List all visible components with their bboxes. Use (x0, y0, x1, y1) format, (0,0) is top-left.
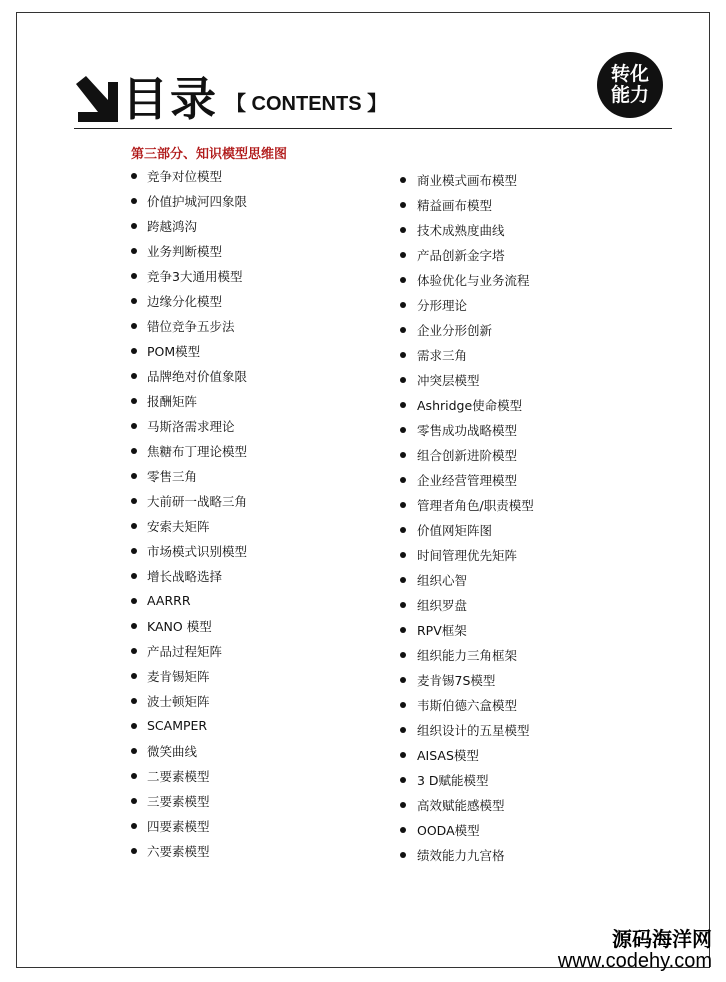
bullet-icon (400, 527, 406, 533)
list-item-label: 绩效能力九宫格 (417, 847, 505, 863)
list-item-label: 组织心智 (417, 572, 468, 588)
bullet-icon (400, 277, 406, 283)
list-item (400, 592, 534, 617)
list-item (400, 817, 534, 842)
list-item-label: 麦肯锡7S模型 (417, 672, 496, 688)
list-item (131, 538, 247, 563)
list-item (131, 788, 247, 813)
list-item (131, 463, 247, 488)
list-item-label: 精益画布模型 (417, 197, 493, 213)
bullet-icon (131, 523, 137, 529)
list-item-label: KANO 模型 (147, 618, 212, 634)
list-item-label: SCAMPER (147, 718, 208, 733)
list-item-label: 错位竞争五步法 (147, 318, 235, 334)
list-item-label: 管理者角色/职责模型 (417, 497, 534, 513)
bullet-icon (131, 573, 137, 579)
list-item (131, 338, 247, 363)
list-item-label: 马斯洛需求理论 (147, 418, 235, 434)
list-item (400, 442, 534, 467)
list-item (131, 663, 247, 688)
list-item (400, 692, 534, 717)
page-frame (16, 12, 710, 968)
bullet-icon (400, 827, 406, 833)
list-item (400, 367, 534, 392)
brand-logo (597, 52, 663, 118)
list-item-label: 零售成功战略模型 (417, 422, 518, 438)
list-item (131, 588, 247, 613)
list-item (131, 163, 247, 188)
list-item-label: 商业模式画布模型 (417, 172, 518, 188)
bullet-icon (400, 777, 406, 783)
bullet-icon (131, 673, 137, 679)
list-item-label: 企业经营管理模型 (417, 472, 518, 488)
list-item-label: 价值护城河四象限 (147, 193, 248, 209)
list-item-label: 产品创新金字塔 (417, 247, 505, 263)
watermark-name: 源码海洋网 (612, 927, 712, 951)
list-item-label: 四要素模型 (147, 818, 210, 834)
list-item-label: 需求三角 (417, 347, 468, 363)
bullet-icon (400, 752, 406, 758)
bullet-icon (131, 473, 137, 479)
bullet-icon (131, 323, 137, 329)
bullet-icon (131, 498, 137, 504)
bullet-icon (400, 327, 406, 333)
list-item-label: 六要素模型 (147, 843, 210, 859)
list-item (131, 763, 247, 788)
list-item (400, 542, 534, 567)
list-item (131, 438, 247, 463)
bullet-icon (400, 652, 406, 658)
bullet-icon (400, 602, 406, 608)
bullet-icon (400, 627, 406, 633)
list-item (400, 642, 534, 667)
list-item (131, 513, 247, 538)
bullet-icon (131, 398, 137, 404)
list-item (400, 767, 534, 792)
list-item-label: 微笑曲线 (147, 743, 198, 759)
bullet-icon (400, 402, 406, 408)
bullet-icon (131, 623, 137, 629)
list-item (131, 188, 247, 213)
list-item-label: 波士顿矩阵 (147, 693, 210, 709)
list-item (400, 317, 534, 342)
bullet-icon (400, 727, 406, 733)
list-item (400, 667, 534, 692)
arrow-down-right-icon (74, 76, 118, 122)
list-item (400, 417, 534, 442)
bullet-icon (131, 598, 137, 604)
list-item-label: 产品过程矩阵 (147, 643, 223, 659)
bullet-icon (400, 202, 406, 208)
list-item-label: AARRR (147, 593, 191, 608)
list-item-label: 竞争3大通用模型 (147, 268, 243, 284)
section-title: 第三部分、知识模型思维图 (131, 147, 288, 162)
bullet-icon (131, 548, 137, 554)
bullet-icon (131, 223, 137, 229)
list-item-label: 增长战略选择 (147, 568, 223, 584)
list-item-label: 冲突层模型 (417, 372, 480, 388)
list-item-label: 组织罗盘 (417, 597, 468, 613)
list-item-label: OODA模型 (417, 822, 480, 838)
list-item-label: 三要素模型 (147, 793, 210, 809)
bullet-icon (131, 173, 137, 179)
list-item (400, 492, 534, 517)
bullet-icon (131, 698, 137, 704)
list-item (400, 842, 534, 867)
list-item (131, 363, 247, 388)
bullet-icon (400, 452, 406, 458)
list-item-label: 3 D赋能模型 (417, 772, 489, 788)
list-item-label: 边缘分化模型 (147, 293, 223, 309)
bullet-icon (131, 848, 137, 854)
bullet-icon (400, 852, 406, 858)
list-item-label: 企业分形创新 (417, 322, 493, 338)
list-item-label: 高效赋能感模型 (417, 797, 505, 813)
list-item (131, 713, 247, 738)
list-item (131, 638, 247, 663)
list-item-label: RPV框架 (417, 622, 467, 638)
list-item (131, 738, 247, 763)
watermark (558, 928, 712, 972)
list-item-label: 跨越鸿沟 (147, 218, 198, 234)
list-item-label: 时间管理优先矩阵 (417, 547, 518, 563)
list-item (131, 613, 247, 638)
bullet-icon (400, 427, 406, 433)
list-item-label: 分形理论 (417, 297, 468, 313)
bullet-icon (400, 377, 406, 383)
watermark-url: www.codehy.com (557, 950, 712, 972)
bullet-icon (131, 723, 137, 729)
bullet-icon (131, 273, 137, 279)
page-subtitle: 【 CONTENTS 】 (226, 93, 388, 115)
list-item (400, 192, 534, 217)
list-item-label: 报酬矩阵 (147, 393, 198, 409)
list-item-label: 价值网矩阵图 (417, 522, 493, 538)
list-item (131, 813, 247, 838)
list-item (400, 392, 534, 417)
list-item (400, 792, 534, 817)
list-item (400, 567, 534, 592)
bullet-icon (131, 823, 137, 829)
list-item-label: 大前研一战略三角 (147, 493, 248, 509)
list-item-label: 安索夫矩阵 (147, 518, 210, 534)
list-item (131, 213, 247, 238)
bullet-icon (131, 423, 137, 429)
bullet-icon (131, 348, 137, 354)
bullet-icon (131, 648, 137, 654)
list-item (400, 617, 534, 642)
list-item-label: 业务判断模型 (147, 243, 223, 259)
list-item (400, 217, 534, 242)
bullet-icon (400, 302, 406, 308)
list-item (400, 267, 534, 292)
bullet-icon (400, 577, 406, 583)
list-item-label: 麦肯锡矩阵 (147, 668, 210, 684)
list-item-label: 组织能力三角框架 (417, 647, 518, 663)
list-item-label: 零售三角 (147, 468, 198, 484)
bullet-icon (400, 252, 406, 258)
bullet-icon (400, 702, 406, 708)
list-item (131, 238, 247, 263)
bullet-icon (131, 373, 137, 379)
list-item-label: 竞争对位模型 (147, 168, 223, 184)
bullet-icon (400, 677, 406, 683)
page-header (74, 62, 388, 126)
list-item (131, 488, 247, 513)
right-column-list (400, 167, 534, 867)
list-item (131, 263, 247, 288)
list-item-label: 技术成熟度曲线 (417, 222, 505, 238)
list-item (400, 742, 534, 767)
bullet-icon (131, 773, 137, 779)
bullet-icon (131, 448, 137, 454)
logo-line-2: 能力 (610, 84, 649, 106)
list-item-label: 体验优化与业务流程 (417, 272, 530, 288)
list-item (400, 342, 534, 367)
bullet-icon (131, 748, 137, 754)
bullet-icon (400, 477, 406, 483)
list-item-label: 品牌绝对价值象限 (147, 368, 248, 384)
bullet-icon (131, 248, 137, 254)
bullet-icon (400, 802, 406, 808)
list-item-label: 二要素模型 (147, 768, 210, 784)
list-item-label: 韦斯伯德六盒模型 (417, 697, 518, 713)
list-item (400, 292, 534, 317)
list-item (131, 688, 247, 713)
header-divider (74, 128, 672, 129)
bullet-icon (400, 502, 406, 508)
list-item (131, 313, 247, 338)
list-item (131, 563, 247, 588)
bullet-icon (400, 352, 406, 358)
list-item-label: 组合创新进阶模型 (417, 447, 518, 463)
logo-line-1: 转化 (610, 63, 649, 86)
list-item-label: AISAS模型 (417, 747, 479, 763)
list-item-label: Ashridge使命模型 (417, 397, 523, 413)
list-item (400, 242, 534, 267)
bullet-icon (400, 552, 406, 558)
bullet-icon (400, 177, 406, 183)
list-item (131, 388, 247, 413)
list-item (400, 467, 534, 492)
left-column-list (131, 163, 247, 863)
list-item-label: POM模型 (147, 343, 201, 359)
bullet-icon (131, 798, 137, 804)
list-item (400, 717, 534, 742)
list-item (131, 413, 247, 438)
list-item (400, 517, 534, 542)
page-title: 目录 (122, 72, 218, 126)
list-item (400, 167, 534, 192)
bullet-icon (131, 298, 137, 304)
bullet-icon (400, 227, 406, 233)
bullet-icon (131, 198, 137, 204)
list-item-label: 市场模式识别模型 (147, 543, 248, 559)
list-item-label: 组织设计的五星模型 (417, 722, 530, 738)
list-item-label: 焦糖布丁理论模型 (147, 443, 248, 459)
list-item (131, 288, 247, 313)
list-item (131, 838, 247, 863)
